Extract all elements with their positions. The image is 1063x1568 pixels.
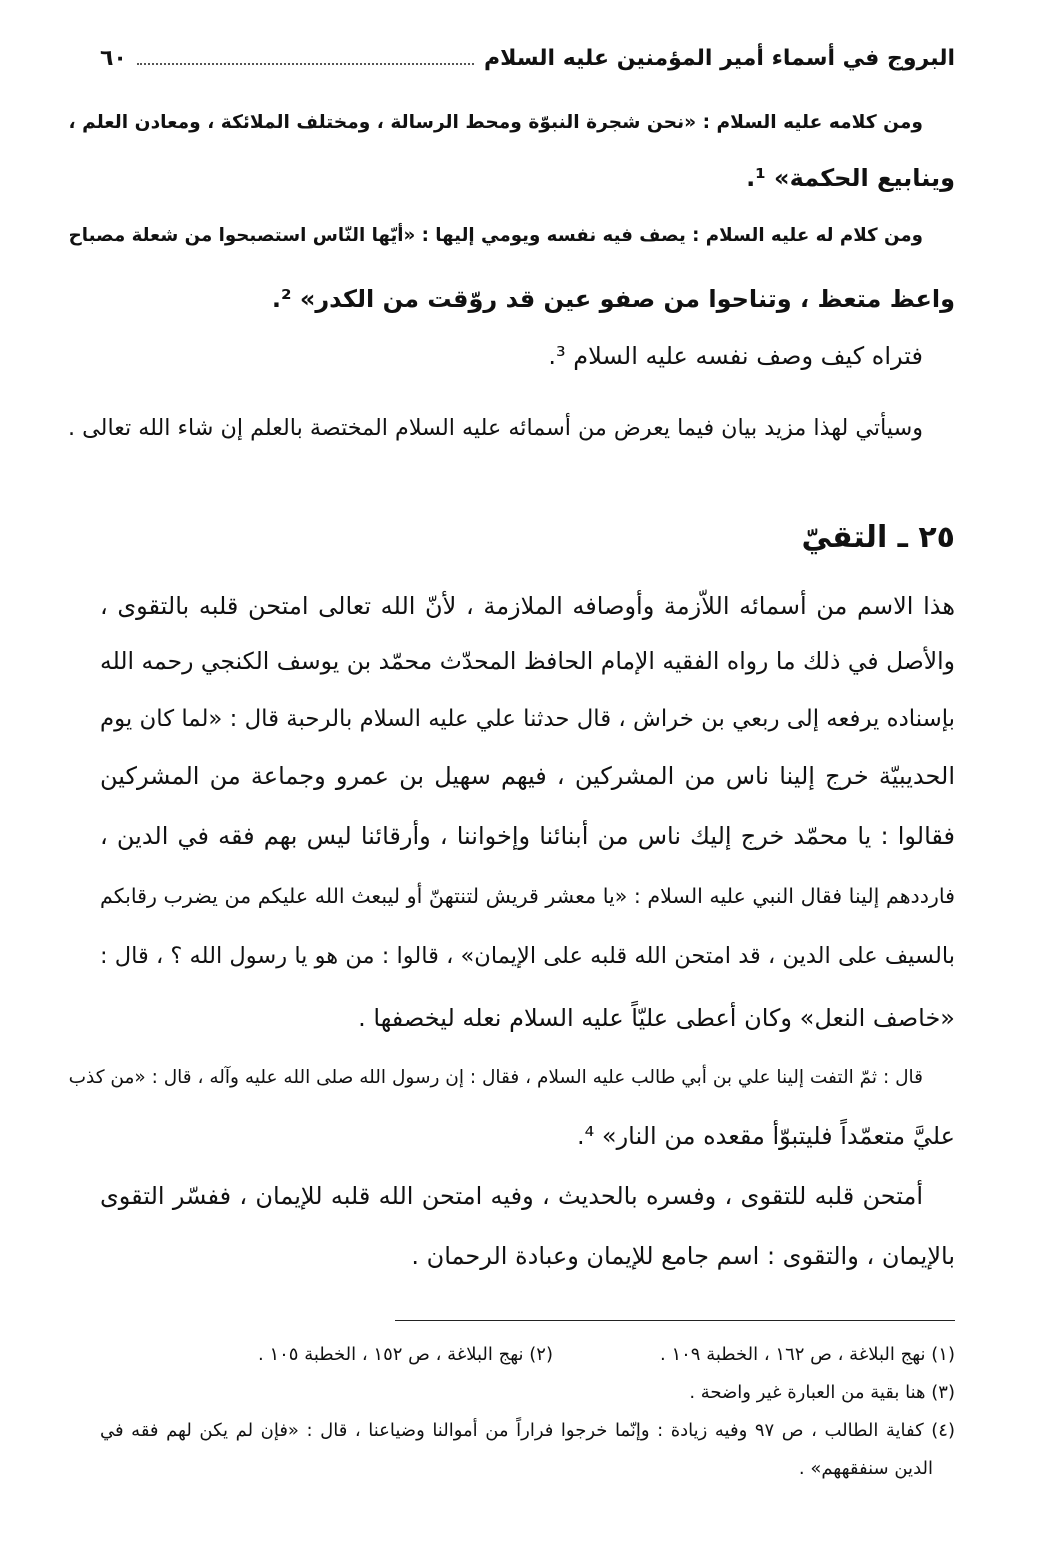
section-line-3: بإسناده يرفعه إلى ربعي بن خراش ، قال حدثنا علي عليه السلام بالرحبة قال : «لما كان يوم (100, 706, 955, 732)
body-line-6: وسيأتي لهذا مزيد بيان فيما يعرض من أسمائه عليه السلام المختصة بالعلم إن شاء الله تعالى . (67, 415, 923, 441)
footnote-3: (٣) هنا بقية من العبارة غير واضحة . (689, 1382, 955, 1403)
section-line-7: بالسيف على الدين ، قد امتحن الله قلبه على الإيمان» ، قالوا : من هو يا رسول الله ؟ ، قال : (100, 943, 955, 969)
page-number: ٦٠ (100, 45, 127, 71)
body-line-4: واعظ متعظ ، وتناحوا من صفو عين قد روّقت من الكدر» ². (271, 285, 955, 313)
section-line-4: الحديبيّة خرج إلينا ناس من المشركين ، فيهم سهيل بن عمرو وجماعة من المشركين (100, 762, 955, 790)
body-line-5: فتراه كيف وصف نفسه عليه السلام ³. (548, 342, 923, 370)
footnote-2: (٢) نهج البلاغة ، ص ١٥٢ ، الخطبة ١٠٥ . (258, 1344, 553, 1365)
footnote-4-line-1: (٤) كفاية الطالب ، ص ٩٧ وفيه زيادة : وإنّما خرجوا فراراً من أموالنا وضياعنا ، قال : «فإن لم يكن لهم فقه في (100, 1420, 955, 1441)
footnote-4-line-2: الدين سنفقههم» . (798, 1458, 933, 1479)
section-line-12: بالإيمان ، والتقوى : اسم جامع للإيمان وعبادة الرحمان . (411, 1242, 955, 1270)
leader-dots (137, 63, 474, 65)
section-line-1: هذا الاسم من أسمائه اللاّزمة وأوصافه الملازمة ، لأنّ الله تعالى امتحن قلبه بالتقوى ، (100, 592, 955, 620)
section-line-11: أمتحن قلبه للتقوى ، وفسره بالحديث ، وفيه امتحن الله قلبه للإيمان ، ففسّر التقوى (100, 1182, 923, 1210)
body-line-1: ومن كلامه عليه السلام : «نحن شجرة النبوّة ومحط الرسالة ، ومختلف الملائكة ، ومعادن العلم ، (68, 112, 923, 133)
footnote-1: (١) نهج البلاغة ، ص ١٦٢ ، الخطبة ١٠٩ . (660, 1344, 955, 1365)
section-line-8: «خاصف النعل» وكان أعطى عليّاً عليه السلام نعله ليخصفها . (358, 1004, 955, 1032)
body-line-2: وينابيع الحكمة» ¹. (746, 164, 955, 192)
section-line-6: فارددهم إلينا فقال النبي عليه السلام : «يا معشر قريش لتنتهنّ أو ليبعث الله عليكم من يضرب رقابكم (100, 884, 955, 908)
footnote-rule (395, 1320, 955, 1321)
running-head-title: البروج في أسماء أمير المؤمنين عليه السلام (484, 45, 955, 71)
section-line-10: عليَّ متعمّداً فليتبوّأ مقعده من النار» ⁴. (576, 1122, 955, 1150)
section-line-9: قال : ثمّ التفت إلينا علي بن أبي طالب عليه السلام ، فقال : إن رسول الله صلى الله عليه وآله ، قال : «من كذب (68, 1067, 923, 1088)
section-line-2: والأصل في ذلك ما رواه الفقيه الإمام الحافظ المحدّث محمّد بن يوسف الكنجي رحمه الله (100, 647, 955, 675)
running-head (100, 38, 955, 78)
body-line-3: ومن كلام له عليه السلام : يصف فيه نفسه ويومي إليها : «أيّها النّاس استصبحوا من شعلة مصباح (68, 225, 923, 246)
section-heading: ٢٥ ـ التقيّ (801, 520, 955, 555)
section-line-5: فقالوا : يا محمّد خرج إليك ناس من أبنائنا وإخواننا ، وأرقائنا ليس بهم فقه في الدين ، (100, 822, 955, 850)
